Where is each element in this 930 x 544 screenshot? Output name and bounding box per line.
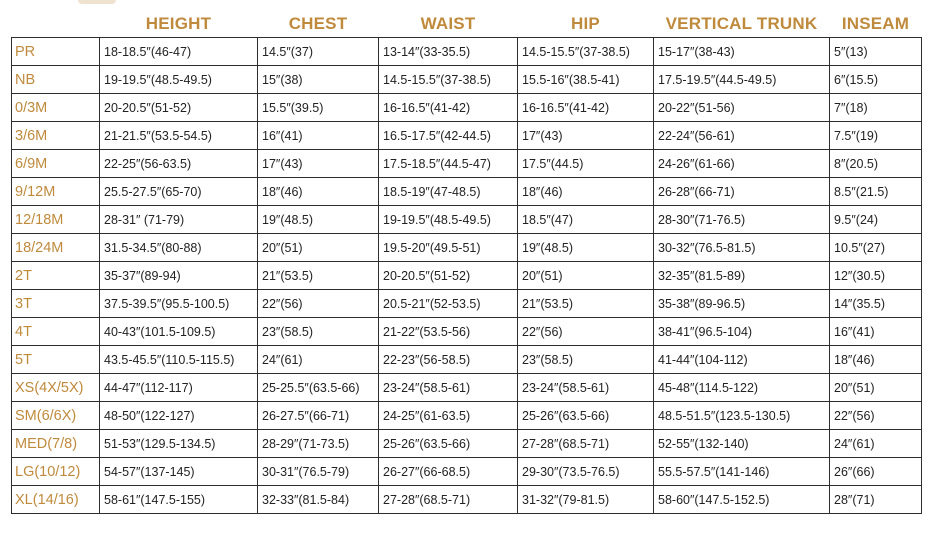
table-row bbox=[12, 94, 922, 122]
cell-vertical-trunk: 35-38″(89-96.5) bbox=[654, 290, 830, 318]
cell-height: 18-18.5″(46-47) bbox=[100, 38, 258, 66]
cell-size: 3/6M bbox=[12, 122, 100, 150]
size-chart-body bbox=[12, 38, 922, 514]
cell-inseam: 12″(30.5) bbox=[830, 262, 922, 290]
cell-height: 48-50″(122-127) bbox=[100, 402, 258, 430]
cell-waist: 21-22″(53.5-56) bbox=[379, 318, 518, 346]
table-row bbox=[12, 262, 922, 290]
cell-size: 6/9M bbox=[12, 150, 100, 178]
cell-waist: 16-16.5″(41-42) bbox=[379, 94, 518, 122]
cell-inseam: 7″(18) bbox=[830, 94, 922, 122]
cell-waist: 19-19.5″(48.5-49.5) bbox=[379, 206, 518, 234]
cell-size: NB bbox=[12, 66, 100, 94]
table-row bbox=[12, 374, 922, 402]
cell-height: 43.5-45.5″(110.5-115.5) bbox=[100, 346, 258, 374]
cell-height: 54-57″(137-145) bbox=[100, 458, 258, 486]
cell-chest: 15.5″(39.5) bbox=[258, 94, 379, 122]
cell-size: XS(4X/5X) bbox=[12, 374, 100, 402]
header-height: HEIGHT bbox=[145, 13, 212, 33]
cell-waist: 14.5-15.5″(37-38.5) bbox=[379, 66, 518, 94]
cell-inseam: 20″(51) bbox=[830, 374, 922, 402]
cell-inseam: 7.5″(19) bbox=[830, 122, 922, 150]
header-chest: CHEST bbox=[288, 13, 348, 33]
cell-size: 0/3M bbox=[12, 94, 100, 122]
cell-height: 25.5-27.5″(65-70) bbox=[100, 178, 258, 206]
cell-chest: 20″(51) bbox=[258, 234, 379, 262]
cell-vertical-trunk: 15-17″(38-43) bbox=[654, 38, 830, 66]
cell-vertical-trunk: 52-55″(132-140) bbox=[654, 430, 830, 458]
cell-height: 19-19.5″(48.5-49.5) bbox=[100, 66, 258, 94]
cell-vertical-trunk: 45-48″(114.5-122) bbox=[654, 374, 830, 402]
cell-vertical-trunk: 58-60″(147.5-152.5) bbox=[654, 486, 830, 514]
cell-chest: 16″(41) bbox=[258, 122, 379, 150]
cell-size: 9/12M bbox=[12, 178, 100, 206]
cell-chest: 15″(38) bbox=[258, 66, 379, 94]
cell-hip: 23″(58.5) bbox=[518, 346, 654, 374]
cell-size: MED(7/8) bbox=[12, 430, 100, 458]
cell-waist: 25-26″(63.5-66) bbox=[379, 430, 518, 458]
cell-chest: 25-25.5″(63.5-66) bbox=[258, 374, 379, 402]
cell-height: 40-43″(101.5-109.5) bbox=[100, 318, 258, 346]
cell-height: 37.5-39.5″(95.5-100.5) bbox=[100, 290, 258, 318]
cell-waist: 27-28″(68.5-71) bbox=[379, 486, 518, 514]
cell-inseam: 8″(20.5) bbox=[830, 150, 922, 178]
cell-hip: 20″(51) bbox=[518, 262, 654, 290]
table-row bbox=[12, 458, 922, 486]
cell-vertical-trunk: 38-41″(96.5-104) bbox=[654, 318, 830, 346]
cell-waist: 17.5-18.5″(44.5-47) bbox=[379, 150, 518, 178]
cell-size: 4T bbox=[12, 318, 100, 346]
table-row bbox=[12, 430, 922, 458]
cell-chest: 28-29″(71-73.5) bbox=[258, 430, 379, 458]
header-inseam: INSEAM bbox=[841, 13, 910, 33]
table-row bbox=[12, 122, 922, 150]
cell-height: 51-53″(129.5-134.5) bbox=[100, 430, 258, 458]
table-row bbox=[12, 318, 922, 346]
cell-height: 35-37″(89-94) bbox=[100, 262, 258, 290]
cell-vertical-trunk: 17.5-19.5″(44.5-49.5) bbox=[654, 66, 830, 94]
cell-vertical-trunk: 30-32″(76.5-81.5) bbox=[654, 234, 830, 262]
cell-vertical-trunk: 26-28″(66-71) bbox=[654, 178, 830, 206]
cell-size: 12/18M bbox=[12, 206, 100, 234]
header-vertical-trunk: VERTICAL TRUNK bbox=[665, 13, 818, 33]
table-row bbox=[12, 402, 922, 430]
cell-waist: 24-25″(61-63.5) bbox=[379, 402, 518, 430]
cell-size: LG(10/12) bbox=[12, 458, 100, 486]
cell-hip: 21″(53.5) bbox=[518, 290, 654, 318]
cell-hip: 15.5-16″(38.5-41) bbox=[518, 66, 654, 94]
cell-inseam: 8.5″(21.5) bbox=[830, 178, 922, 206]
cell-waist: 20.5-21″(52-53.5) bbox=[379, 290, 518, 318]
cell-inseam: 6″(15.5) bbox=[830, 66, 922, 94]
cell-inseam: 5″(13) bbox=[830, 38, 922, 66]
table-row bbox=[12, 150, 922, 178]
cell-hip: 22″(56) bbox=[518, 318, 654, 346]
header-row bbox=[12, 10, 922, 38]
cell-height: 28-31″ (71-79) bbox=[100, 206, 258, 234]
size-chart-table bbox=[11, 10, 922, 514]
cell-hip: 25-26″(63.5-66) bbox=[518, 402, 654, 430]
cell-inseam: 9.5″(24) bbox=[830, 206, 922, 234]
cell-hip: 19″(48.5) bbox=[518, 234, 654, 262]
cell-hip: 18″(46) bbox=[518, 178, 654, 206]
logo-fragment bbox=[78, 0, 116, 4]
cell-vertical-trunk: 20-22″(51-56) bbox=[654, 94, 830, 122]
cell-vertical-trunk: 22-24″(56-61) bbox=[654, 122, 830, 150]
header-hip: HIP bbox=[571, 13, 600, 33]
cell-hip: 16-16.5″(41-42) bbox=[518, 94, 654, 122]
cell-chest: 17″(43) bbox=[258, 150, 379, 178]
cell-hip: 23-24″(58.5-61) bbox=[518, 374, 654, 402]
cell-waist: 16.5-17.5″(42-44.5) bbox=[379, 122, 518, 150]
cell-chest: 21″(53.5) bbox=[258, 262, 379, 290]
cell-hip: 17.5″(44.5) bbox=[518, 150, 654, 178]
cell-inseam: 28″(71) bbox=[830, 486, 922, 514]
cell-chest: 19″(48.5) bbox=[258, 206, 379, 234]
cell-hip: 17″(43) bbox=[518, 122, 654, 150]
cell-size: 5T bbox=[12, 346, 100, 374]
cell-chest: 24″(61) bbox=[258, 346, 379, 374]
cell-size: XL(14/16) bbox=[12, 486, 100, 514]
table-row bbox=[12, 234, 922, 262]
cell-inseam: 14″(35.5) bbox=[830, 290, 922, 318]
cell-size: 2T bbox=[12, 262, 100, 290]
table-row bbox=[12, 486, 922, 514]
cell-vertical-trunk: 48.5-51.5″(123.5-130.5) bbox=[654, 402, 830, 430]
cell-size: 3T bbox=[12, 290, 100, 318]
table-row bbox=[12, 290, 922, 318]
cell-vertical-trunk: 28-30″(71-76.5) bbox=[654, 206, 830, 234]
cell-chest: 22″(56) bbox=[258, 290, 379, 318]
cell-vertical-trunk: 24-26″(61-66) bbox=[654, 150, 830, 178]
table-row bbox=[12, 346, 922, 374]
cell-size: 18/24M bbox=[12, 234, 100, 262]
cell-height: 22-25″(56-63.5) bbox=[100, 150, 258, 178]
cell-waist: 19.5-20″(49.5-51) bbox=[379, 234, 518, 262]
header-size bbox=[12, 10, 100, 38]
cell-size: SM(6/6X) bbox=[12, 402, 100, 430]
cell-inseam: 22″(56) bbox=[830, 402, 922, 430]
cell-height: 31.5-34.5″(80-88) bbox=[100, 234, 258, 262]
cell-inseam: 26″(66) bbox=[830, 458, 922, 486]
table-row bbox=[12, 66, 922, 94]
cell-size: PR bbox=[12, 38, 100, 66]
table-row bbox=[12, 178, 922, 206]
cell-vertical-trunk: 32-35″(81.5-89) bbox=[654, 262, 830, 290]
cell-hip: 29-30″(73.5-76.5) bbox=[518, 458, 654, 486]
cell-waist: 20-20.5″(51-52) bbox=[379, 262, 518, 290]
cell-chest: 32-33″(81.5-84) bbox=[258, 486, 379, 514]
cell-hip: 14.5-15.5″(37-38.5) bbox=[518, 38, 654, 66]
cell-waist: 23-24″(58.5-61) bbox=[379, 374, 518, 402]
cell-waist: 22-23″(56-58.5) bbox=[379, 346, 518, 374]
cell-height: 21-21.5″(53.5-54.5) bbox=[100, 122, 258, 150]
cell-hip: 27-28″(68.5-71) bbox=[518, 430, 654, 458]
cell-height: 44-47″(112-117) bbox=[100, 374, 258, 402]
cell-waist: 18.5-19″(47-48.5) bbox=[379, 178, 518, 206]
cell-chest: 23″(58.5) bbox=[258, 318, 379, 346]
cell-vertical-trunk: 41-44″(104-112) bbox=[654, 346, 830, 374]
cell-inseam: 16″(41) bbox=[830, 318, 922, 346]
cell-chest: 30-31″(76.5-79) bbox=[258, 458, 379, 486]
cell-height: 58-61″(147.5-155) bbox=[100, 486, 258, 514]
cell-chest: 26-27.5″(66-71) bbox=[258, 402, 379, 430]
cell-chest: 14.5″(37) bbox=[258, 38, 379, 66]
cell-waist: 13-14″(33-35.5) bbox=[379, 38, 518, 66]
cell-inseam: 18″(46) bbox=[830, 346, 922, 374]
cell-height: 20-20.5″(51-52) bbox=[100, 94, 258, 122]
table-row bbox=[12, 38, 922, 66]
cell-vertical-trunk: 55.5-57.5″(141-146) bbox=[654, 458, 830, 486]
cell-hip: 31-32″(79-81.5) bbox=[518, 486, 654, 514]
cell-chest: 18″(46) bbox=[258, 178, 379, 206]
cell-inseam: 10.5″(27) bbox=[830, 234, 922, 262]
header-waist: WAIST bbox=[420, 13, 476, 33]
cell-inseam: 24″(61) bbox=[830, 430, 922, 458]
table-row bbox=[12, 206, 922, 234]
cell-waist: 26-27″(66-68.5) bbox=[379, 458, 518, 486]
cell-hip: 18.5″(47) bbox=[518, 206, 654, 234]
